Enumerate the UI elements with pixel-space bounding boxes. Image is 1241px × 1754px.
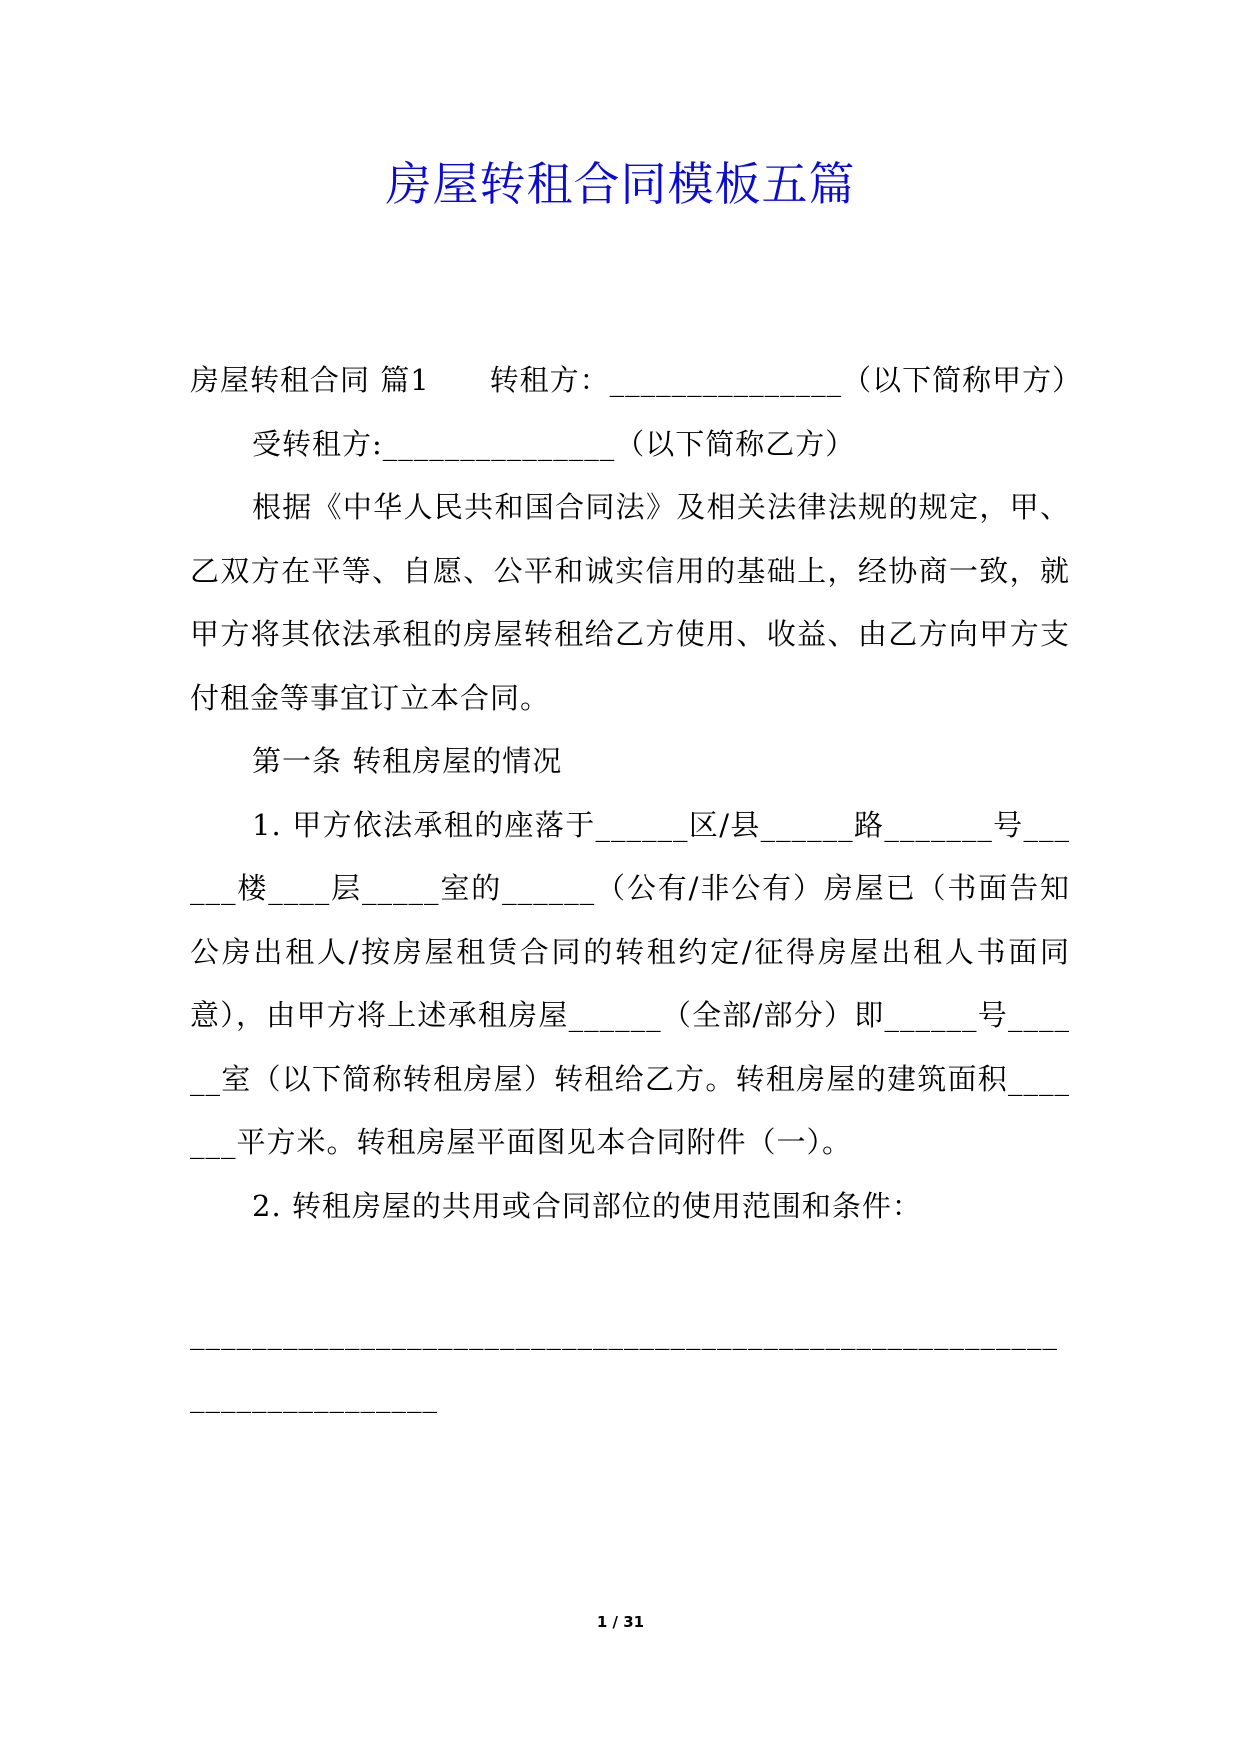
page-number: 1 / 31 (596, 1613, 645, 1631)
paragraph-shared-areas: 2. 转租房屋的共用或合同部位的使用范围和条件： (252, 1188, 922, 1223)
document-title: 房屋转租合同模板五篇 (385, 157, 856, 211)
paragraph-legal-basis: 根据《中华人民共和国合同法》及相关法律法规的规定，甲、乙双方在平等、自愿、公平和诚实信用的基础上，经协商一致，就甲方将其依法承租的房屋转租给乙方使用、收益、由乙方向甲方支付租金等事宜订立本合同。 (190, 490, 1070, 715)
paragraph-article-one: 第一条 转租房屋的情况 (252, 744, 563, 778)
blank-line-gap (190, 1238, 1070, 1302)
document-body (190, 349, 1083, 1429)
paragraph-blank-fill-line: ________________________________________________________________________ (190, 1315, 1058, 1413)
paragraph-contract-heading: 房屋转租合同 篇1 转租方：_______________（以下简称甲方） (190, 363, 1083, 397)
paragraph-sublessee: 受转租方:_______________（以下简称乙方） (252, 426, 856, 461)
paragraph-property-details: 1. 甲方依法承租的座落于______区/县______路_______号______楼____层_____室的______（公有/非公有）房屋已（书面告知公房出租人/按房屋租赁合同的转租约定/征得房屋出租人书面同意），由甲方将上述承租房屋______（全部/部分）即______号______室（以下简称转租房屋）转租给乙方。转租房屋的建筑面积_______平方米。转租房屋平面图见本合同附件（一）。 (190, 807, 1070, 1159)
